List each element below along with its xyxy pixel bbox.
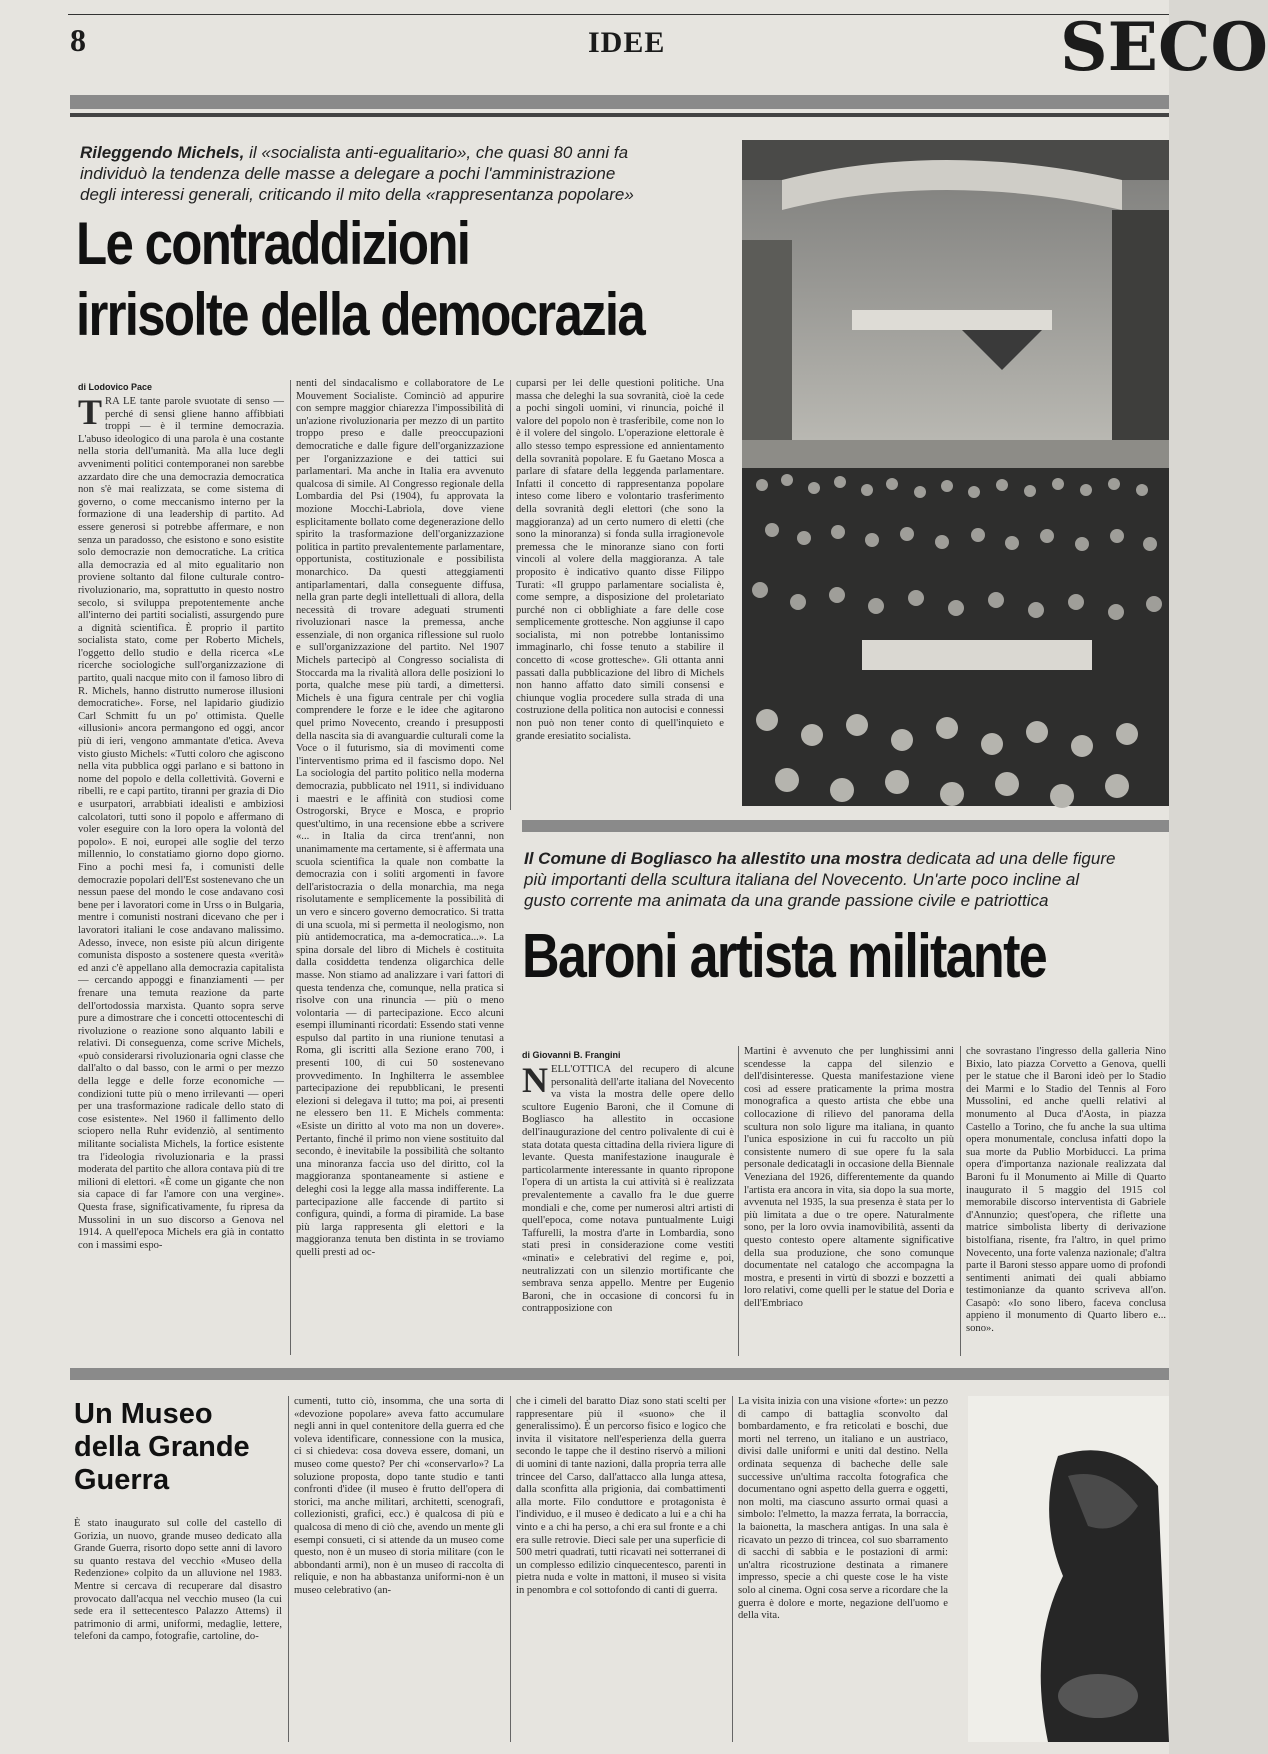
article3-headline: Un Museo della Grande Guerra: [74, 1398, 250, 1496]
article1-column-3-text: cuparsi per lei delle questioni politiche. Una massa che deleghi la sua sovranità, cioè la cede a pochi singoli uomini, vi rinuncia, poiché il valore del popolo non è trasferibile, come non lo è il volere del singolo. L'operazione elettorale è allo stesso tempo espressione ed annientamento della sovranità popolare. E fu Gaetano Mosca a parlare di sfatare della leggenda parlamentare. Infatti il concetto di rappresentanza popolare inteso come libero e volontario trasferimento della sovranità degli elettori (che sono la maggioranza) ad un certo numero di eletti (che sono la minoranza) si fonda sulla irragionevole premessa che le minoranze siano con forti vincoli al volere della maggioranza. A tale proposito è indicativo quanto disse Filippo Turati: «Il gruppo parlamentare socialista è, come sempre, a disposizione del proletariato purché non ci obblighiate a fare delle cose semplicemente grottesche. Non aggiunse il capo socialista, mi non potrebbe lontanissimo immaginarlo, chi fosse tenuto a stabilire il concetto di «cose grottesche». Gli ottanta anni passati dalla pubblicazione del libro di Michels non hanno affatto dato simili consensi e chiunque voglia procedere sulla strada di una costruzione della politica non autocisi e connessi non può non tener conto di quell'inquieto e grande eresiatito socialista.: [516, 378, 724, 742]
column-rule: [510, 380, 511, 810]
article2-column-2-text: Martini è avvenuto che per lunghissimi anni scendesse la cappa del silenzio e dell'disinteresse. Questa manifestazione viene così ad essere praticamente la prima mostra monografica a questo artista che ebbe una collocazione di rilievo del panorama della scultura non solo ligure ma italiana, in quanto l'unica esposizione in cui fu raccolto un più consistente numero di sue opere fu la sala personale dedicatagli in occasione della Biennale Veneziana del 1926, differentemente da quando l'artista era ancora in vita, sia dopo la sua morte, avvenuta nel 1935, la sua presenza è stata per lo più limitata a due o tre opere. Naturalmente sono, per la loro ovvia inamovibilità, assenti da questo contesto opere altamente significative della sua produzione, che sono comunque documentate nel catalogo che accompagna la mostra, e presenti in virtù di sbozzi e bozzetti a loro relativi, come quelli per le statue del Doria e dell'Embriaco: [744, 1046, 954, 1309]
masthead-fragment: SECO: [1060, 8, 1268, 86]
article3-column-4-text: La visita inizia con una visione «forte»: un pezzo di campo di battaglia sconvolto dal bombardamento, e fra reticolati e boschi, due morti nel terreno, un italiano e un austriaco, divisi dalle uniformi e uniti dal destino. Nella ordinata sequenza di bacheche delle sale successive un'ultima raccolta fotografica che documentano ogni aspetto della guerra e oggetti, non molti, ma ciascuno assurto ormai quasi a simbolo: l'elmetto, la mazza ferrata, la borraccia, la baionetta, la maschera antigas. In una sala è ricavato un pezzo di trincea, col suo sbarramento di sacchi di sabbia e le postazioni di armi: un'altra ricostruzione destinata a rimanere impresso, specie a chi queste cose le ha viste solo al cinema. Ogni cosa serve a ricordare che la guerra è dolore e morte, negazione dell'uomo e della vita.: [738, 1396, 949, 1622]
article2-column-3-text: che sovrastano l'ingresso della galleria Nino Bixio, lato piazza Corvetto a Genova, quelli per le statue che il Baroni ideò per lo Stadio dei Marmi e lo Stadio del Tennis al Foro Mussolini, ed anche quelli relativi al monumento al Duca d'Aosta, in piazza Castello a Torino, che fu anche la sua ultima opera monumentale, conclusa infatti dopo la sua morte da Publio Morbiducci. La prima opera d'importanza nazionale realizzata dal Baroni fu il Monumento ai Mille di Quarto inaugurato il 5 maggio del 1915 col memorabile discorso interventista di Gabriele d'Annunzio; quest'opera, che riflette una matrice simbolista liberty di derivazione bistolfiana, risente, fra l'altro, in quel primo Novecento, una forte valenza nazionale; d'altra parte il Baroni stesso appare uomo di profondi sentimenti animati dei quali abbiamo testimonianze da quanto scriveva all'on. Casapò: «Io sono libero, faceva conclusa appieno il monumento di Quarto libero e... sono».: [966, 1046, 1166, 1335]
column-rule: [960, 1046, 961, 1356]
article1-column-1: [78, 392, 284, 1356]
parliament-photo: [742, 140, 1169, 806]
article1-dropcap: T: [78, 392, 103, 432]
section-title: IDEE: [588, 26, 666, 59]
article2-deck: [524, 848, 1124, 911]
page-number: 8: [70, 22, 86, 58]
article3-column-2: [294, 1396, 504, 1742]
article3-column-3: [516, 1396, 726, 1742]
article2-band: [522, 820, 1169, 832]
article3-column-4: [738, 1396, 948, 1742]
article1-deck-lead: Rileggendo Michels,: [80, 143, 245, 162]
article1-byline: di Lodovico Pace: [78, 382, 153, 392]
article1-column-1-text: RA LE tante parole svuotate di senso — perché di sensi gliene hanno affibbiati troppi — è il termine democrazia. L'abuso ideologico di una parola è una costante nella storia dell'umanità. Ma alla luce degli avvenimenti politici contemporanei non sarebbe azzardato dire che una democrazia democratica non s'è mai realizzata, se come sistema di governo, o come meccanismo interno per la formazione di una leadership di partito. Ad essere generosi si potrebbe affermare, e non senza un paradosso, che esistono e sono esistite solo democrazie non democratiche. La critica alla democrazia ed al mito egualitario non proviene soltanto dal filone culturale contro-rivoluzionario, ma, soprattutto in questo nostro secolo, si sviluppa prepotentemente anche all'interno dei partiti socialisti, assurgendo pure a dignità scientifica. È proprio il partito socialista stato, come per Roberto Michels, l'oggetto dello studio e della ricerca «Le ricerche sociologiche sull'organizzazione di partito, quali nacque mito con il famoso libro di R. Michels, hanno distrutto numerose illusioni democratiche». Forse, nel lapidario giudizio Carl Schmitt fu un po' ottimista. Quelle «illusioni» ancora permangono ed oggi, ancor più di ieri, vengono ammantate d'etica. Aveva visto giusto Michels: «Tutti coloro che agiscono nella vita pubblica oggi parlano e si battono in nome del popolo e della collettività. Governi e ribelli, re e capi partito, tiranni per grazia di Dio e usurpatori, arrabbiati idealisti e ambiziosi calcolatori, tutti sono il popolo e affermano di voler eseguire con la loro opera la volontà del popolo». E noi, europei alle soglie del terzo millennio, lo constatiamo giorno dopo giorno. Fino a pochi mesi fa, i comunisti delle democrazie popolari dell'Est sostenevano che un nessun paese del mondo le cose andavano così bene per i lavoratori come in Urss o in Bulgaria, mentre i comunisti nostrani dicevano che per i lavoratori italiani le cose andavano malissimo. Adesso, invece, non esiste più alcun dirigente comunista disposto a sostenere questa «verità» ed anzi c'è appellano alla democrazia capitalista — cercando appoggi e finanziamenti — per frenare una temuta reazione da parte dell'ortodossia marxista. Quanto sopra serve pure a dimostrare che i concetti ottocenteschi di rivoluzione o reazione sono alquanto labili e relativi. Di conseguenza, come scrive Michels, «può considerarsi rivoluzionaria ogni classe che dall'alto o dal basso, con le armi o per mezzo della legge e delle forze economiche — condizioni tutte più o meno irrilevanti — operi per una trasformazione radicale dello stato di cose esistente». Nel 1960 il fallimento dello sciopero nella Ruhr evidenziò, al sentimento militante socialista Michels, la fortìce esistente tra l'ideologia rivoluzionaria e la prassi moderata del partito che allora contava più di tre milioni di elettori. «È come un gigante che non sia capace di far l'amore con una vergine». Questa frase, significativamente, fu ripresa da Mussolini in un suo discorso a Genova nel 1914. A quell'epoca Michels era già in contatto con i massimi espo-: [78, 396, 284, 1251]
column-rule: [510, 1396, 511, 1742]
article1-deck: [80, 142, 650, 205]
article3-column-1-text: È stato inaugurato sul colle del castello di Gorizia, un nuovo, grande museo dedicato alla Grande Guerra, risorto dopo sette anni di lavoro su quanto restava del vecchio «Museo della Redenzione» colpito da un alluvione nel 1983. Mentre si cercava di recuperare dal disastro provocato dall'acqua nel vecchio museo (la cui sede era il settecentesco Palazzo Attems) il patrimonio di armi, uniformi, medaglie, lettere, telefoni da campo, fotografie, cartoline, do-: [74, 1518, 282, 1643]
article1-column-2-text: nenti del sindacalismo e collaboratore de Le Mouvement Socialiste. Cominciò ad appurire con sempre maggior chiarezza l'impossibilità di un'azione rivoluzionaria per mezzo di un partito troppo preso e dalle preoccupazioni democratiche e dalle figure dell'organizzazione per l'organizzazione e dei tattici sui parlamentari. Ma anche in Italia era avvenuto qualcosa di simile. Al Congresso regionale della Lombardia del Psi (1904), fu approvata la mozione Mocchi-Labriola, dove viene esplicitamente bollato come degenerazione dello spirito la trasformazione dell'organizzazione politica in partito prevalentemente parlamentare, opportunista, costituzionale e possibilista monarchico. Da questi atteggiamenti antiparlamentari, dalla conseguente diffusa, nella gran parte degli intellettuali di allora, della necessità di trovare adeguati strumenti rivoluzionari nasce la premessa, anche essenziale, di non organica riflessione sul ruolo e sull'organizzazione del partito. Nel 1907 Michels partecipò al Congresso socialista di Stoccarda ma la rivalità allora delle posizioni lo porta, qualche mese più tardi, a dimettersi. Michels è una figura centrale per chi voglia comprendere le forze e le idee che agitarono quel primo Novecento, creando i presupposti della nascita sia di avanguardie culturali come la Voce o il futurismo, sia di movimenti come l'interventismo prima ed il fascismo dopo. Nel La sociologia del partito politico nella moderna democrazia, pubblicato nel 1911, si individuano i maestri e le affinità con studiosi come Ostrogorski, Bryce e Mosca, e proprio quest'ultimo, in una recensione ebbe a scrivere «... in Italia da circa trent'anni, non unanimamente ma certamente, si è affermata una scuola scientifica la quale non combatte la democrazia con i soliti argomenti in favore dell'aristocrazia o della monarchia, ma nega risolutamente e semplicemente la possibilità di un vero e sincero governo democratico. Si tratta di una scuola, mi si permetta il neologismo, non più antidemocratica, ma a-democratica...». La spina dorsale del libro di Michels è costituita dalla cosiddetta tendenza oligarchica delle masse. Non stiamo ad analizzare i vari fattori di questa tendenza che, comunque, nella pratica si risolve con una rinuncia — più o meno volontaria — di partecipazione. Ecco alcuni esempi illuminanti ricordati: Essendo stati venne espulso dal partito in una riunione tenutasi a Roma, gli iscritti alla Sezione erano 700, i presenti 100, di cui 50 sostenevano provvedimento. In Inghilterra le assemblee partecipazione dei repubblicani, le presenti elezioni si delegava il tutto; ma poi, ai presenti ne elessero ben 11. E Michels commenta: «Esiste un diritto al voto ma non un dovere». Pertanto, finché il primo non viene sostituito dal secondo, è inevitabile la possibilità che soltanto una minoranza faccia uso del diritto, col la maggioranza spontaneamente si astiene e deleghi così la legge alla massa indifferente. La partecipazione alle faccende di partito si configura, quindi, a forma di piramide. La base più larga rappresenta gli elettori e la maggioranza tenuta ben distinta in se troviamo quelli presti ad oc-: [296, 378, 504, 1258]
column-rule: [288, 1396, 289, 1742]
article2-byline: di Giovanni B. Frangini: [522, 1050, 621, 1060]
header-rule: [68, 14, 1169, 15]
article1-deck-text: il «socialista anti-egualitario», che quasi 80 anni fa individuò la tendenza delle masse a delegare a pochi l'amministrazione degli interessi generali, criticando il mito della «rappresentanza popolare»: [80, 143, 634, 204]
article3-column-1: [74, 1518, 282, 1742]
article1-headline-line2: irrisolte della democrazia: [76, 281, 645, 348]
column-rule: [732, 1396, 733, 1742]
article3-column-3-text: che i cimeli del baratto Diaz sono stati scelti per rappresentare più il «suono» che il generalissimo). È un percorso fisico e logico che invita il visitatore nell'esperienza della guerra secondo le tappe che il destino riservò a milioni di uomini di tante nazioni, dalla propria terra alle trincee del Carso, dall'attacco alla lunga attesa, dalla sconfitta alla prigionia, dai combattimenti alla morte. Filo conduttore e protagonista è l'individuo, e il museo è dedicato a lui e a chi ha vinto e a chi ha perso, a chi era sul fronte e a chi era sulle retrovie. Dieci sale per una superficie di 500 metri quadrati, tutti ricavati nei sotterranei di un complesso edilizio cinquecentesco, parenti in pietra nuda e volte in mattoni, il museo si visita in penombra e col sottofondo di canti di guerra.: [516, 1396, 726, 1596]
parliament-photo-image: [742, 140, 1169, 806]
museum-photo: [968, 1396, 1169, 1742]
article2-column-2: [744, 1046, 954, 1356]
article2-deck-text: dedicata ad una delle figure più importanti della scultura italiana del Novecento. Un'arte poco incline al gusto corrente ma animata da una grande passione civile e patriottica: [524, 849, 1116, 910]
column-rule: [290, 380, 291, 1355]
article2-dropcap: N: [522, 1060, 548, 1100]
article2-deck-lead: Il Comune di Bogliasco ha allestito una mostra: [524, 849, 902, 868]
article1-column-2: [296, 378, 504, 1356]
section-band-line: [70, 113, 1169, 117]
article1-headline-line1: Le contraddizioni: [76, 210, 470, 277]
article2-column-1: [522, 1060, 734, 1356]
column-rule: [738, 1046, 739, 1356]
article3-column-2-text: cumenti, tutto ciò, insomma, che una sorta di «devozione popolare» aveva fatto accumulare negli anni in quel contenitore della guerra ed che voleva identificare, connessione con la musica, ci si chiedeva: cosa doveva essere, domani, un museo come questo? Per chi «conservarlo»? La soluzione proposta, dopo tante studio e tanti confronti d'idee (il museo è frutto dell'opera di storici, ma anche militari, architetti, scenografi, collezionisti, grafici, ecc.) è qualcosa di più e qualcosa di meno di ciò che, avendo un mente gli esempi consueti, ci si attende da un museo come questo, non è un museo di storia militare (con le abbondanti armi), non è un museo di raccolta di reliquie, e non ha abbastanza uniformi-non è un museo celebrativo (an-: [294, 1396, 504, 1596]
article2-column-1-text: ELL'OTTICA del recupero di alcune personalità dell'arte italiana del Novecento va vista la mostra delle opere dello scultore Eugenio Baroni, che il Comune di Bogliasco ha allestito in occasione dell'inaugurazione del centro polivalente di cui è stata dotata questa cittadina della riviera ligure di levante. Questa manifestazione inaugurale è particolarmente interessante in quanto ripropone l'opera di un artista la cui attività si è realizzata prevalentemente a cavallo fra le due guerre mondiali e che, come per numerosi altri artisti di quell'epoca, come notava puntualmente Luigi Taffurelli, la mostra d'arte in Lombardia, sono stati presi in considerazione come vestiti «minati» e celebrativi del regime e, poi, neutralizzati con un silenzio mortificante che sembrava senza appello. Mentre per Eugenio Baroni, che in occasione di concorsi fu in contrapposizione con: [522, 1064, 734, 1315]
museum-photo-image: [968, 1396, 1169, 1742]
article2-column-3: [966, 1046, 1166, 1356]
article3-band: [70, 1368, 1169, 1380]
article2-headline: Baroni artista militante: [522, 922, 1047, 991]
article1-column-3: [516, 378, 724, 806]
section-band: [70, 95, 1169, 109]
